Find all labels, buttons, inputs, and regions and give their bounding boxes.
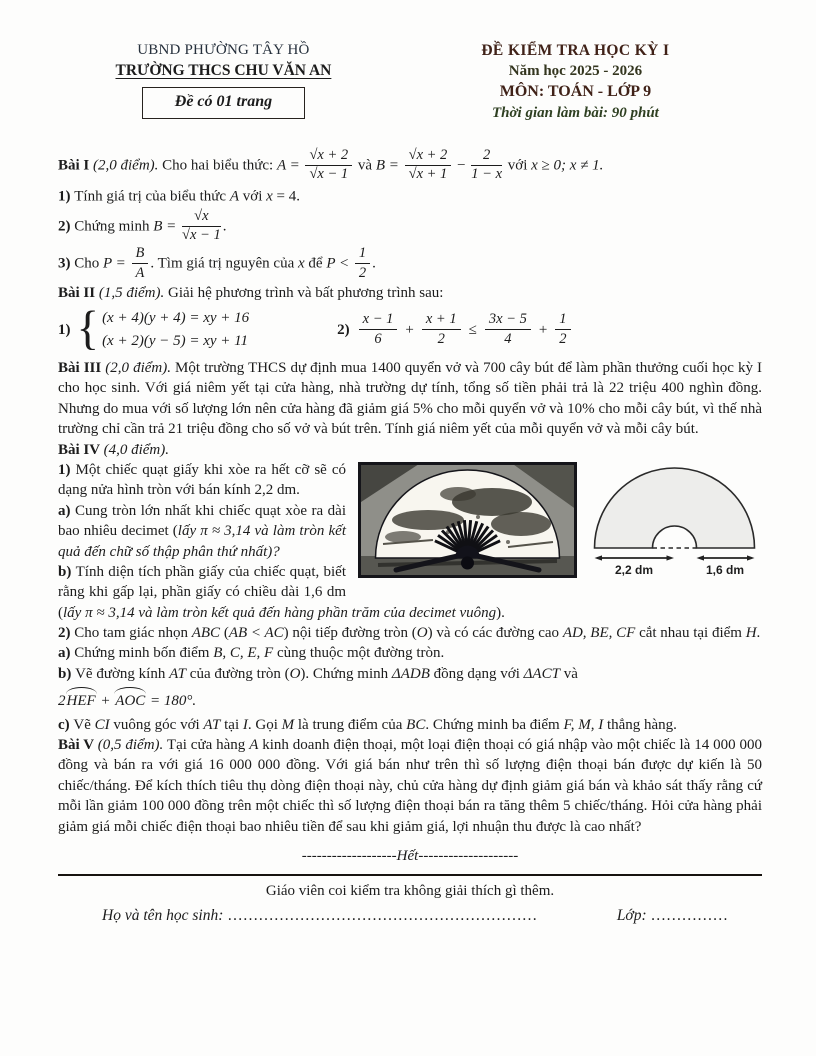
bai1-condition — [508, 157, 604, 173]
text-run: . Gọi — [247, 716, 282, 733]
header-left — [58, 40, 389, 124]
text-run: ). Chứng minh — [300, 665, 392, 682]
bai1-q3-text-a — [58, 255, 103, 271]
equation-system — [102, 307, 249, 352]
system-eq1: (x + 4)(y + 4) = xy + 16 — [102, 310, 250, 327]
text-run: Tính giá trị của biểu thức — [74, 188, 230, 205]
plus-sign: + — [538, 321, 548, 338]
fraction-denominator: 2 — [358, 264, 367, 281]
arc-HEF: HEF — [66, 691, 97, 711]
text-run: vuông góc với — [109, 716, 204, 733]
bai1-q3 — [58, 246, 762, 281]
fraction-denominator: √x + 1 — [408, 166, 448, 183]
fraction-B2 — [469, 148, 504, 183]
plus-sign: + — [405, 321, 414, 338]
bai1-q3-text-b — [150, 255, 352, 271]
fan-diagram-figure — [587, 462, 762, 578]
bai5-paragraph — [58, 735, 762, 837]
text-run: (2,0 điểm). — [105, 359, 171, 376]
text-run: (0,5 điểm). — [97, 737, 164, 754]
system-eq2: (x + 2)(y − 5) = xy + 11 — [102, 332, 249, 349]
text-run: . — [756, 625, 761, 642]
fraction-numerator: 3x − 5 — [485, 312, 531, 330]
text-run: F, M, I — [563, 716, 604, 733]
text-run: Bài II — [58, 285, 99, 302]
class-field — [617, 905, 728, 926]
half-annulus — [595, 468, 755, 548]
proctor-note: Giáo viên coi kiểm tra không giải thích gì thêm. — [265, 883, 555, 900]
page-count-box: Đề có 01 trang — [142, 87, 305, 119]
system-brace: { — [76, 301, 100, 355]
fraction-numerator: 1 — [555, 312, 570, 330]
text-run: a) — [58, 645, 75, 662]
period: . — [222, 218, 227, 235]
text-run: AB < AC — [228, 625, 284, 642]
text-run: O — [289, 665, 301, 682]
bai4-part1 — [58, 460, 762, 623]
fraction-denominator: A — [135, 264, 145, 281]
fan-photo-figure — [358, 462, 577, 578]
text-run: P < — [326, 255, 353, 272]
arc-AOC: AOC — [114, 691, 146, 711]
text-run: M — [281, 716, 295, 733]
text-run: ) và có các đường cao — [427, 625, 563, 642]
text-run: Vẽ đường kính — [75, 665, 170, 682]
text-run: Cung tròn lớn nhất khi chiếc quạt xòe ra dài bao nhiêu decimet ( — [58, 502, 346, 540]
fraction-denominator: 2 — [437, 330, 445, 347]
text-run: ΔACT — [523, 665, 560, 682]
bai1-intro-line — [58, 148, 762, 183]
text-run: ) nội tiếp đường tròn ( — [283, 625, 417, 642]
text-run: 2) — [58, 218, 75, 235]
text-run: )? — [267, 543, 280, 560]
text-run: 1) — [58, 461, 76, 478]
bai4-p2 — [58, 623, 762, 643]
text-run: H — [745, 625, 757, 642]
text-run: Tính diện tích phần giấy của chiếc quạt, biết rằng khi gấp lại, phần giấy có chiều dài 1,6 dm ( — [58, 563, 347, 621]
text-run: 1) — [58, 188, 75, 205]
text-run: AD, BE, CF — [562, 625, 636, 642]
class-dots: …………… — [650, 906, 728, 924]
fraction-denominator: √x − 1 — [182, 227, 221, 244]
dimension-arrow-left — [595, 555, 675, 560]
text-run: (2,0 điểm). — [93, 157, 159, 174]
text-run: Giải hệ phương trình và bất phương trình sau: — [164, 285, 444, 302]
text-run: Vẽ — [73, 716, 95, 733]
org-name-line1: UBND PHƯỜNG TÂY HỒ — [137, 42, 310, 58]
text-run: và — [559, 665, 578, 682]
student-name-label: Họ và tên học sinh: — [102, 906, 224, 924]
fraction-numerator: √x — [182, 209, 221, 227]
text-run: AT — [169, 665, 187, 682]
text-run: CI — [94, 716, 110, 733]
text-run: cắt nhau tại điểm — [635, 625, 746, 642]
dashes: -------------------- — [418, 847, 519, 864]
fraction-denominator: √x − 1 — [309, 166, 349, 183]
text-run: Cho tam giác nhọn — [74, 625, 192, 642]
text-run: ( — [220, 625, 229, 642]
text-run: A — [229, 188, 240, 205]
student-name-dots: …………………………………………………… — [227, 906, 538, 924]
fraction-denominator: 4 — [504, 330, 512, 347]
bai1-q2-text — [58, 218, 153, 234]
fraction-denominator: 6 — [374, 330, 382, 347]
end-divider — [58, 846, 762, 866]
item-number-1: 1) — [58, 321, 71, 338]
fraction-A — [303, 148, 354, 183]
text-run: (1,5 điểm). — [98, 285, 165, 302]
text-run: AT — [203, 716, 221, 733]
text-run: Bài III — [58, 359, 106, 376]
coefficient-2: 2 — [58, 693, 66, 710]
text-run: 3) — [58, 255, 75, 272]
fraction-denominator: 2 — [559, 330, 567, 347]
text-run: lấy π ≈ 3,14 và làm tròn kết quả đến hàng phần trăm của decimet vuông — [63, 604, 497, 621]
fraction-i3 — [483, 312, 533, 347]
text-run: B, C, E, F — [213, 645, 274, 662]
inequality — [354, 312, 576, 347]
bai3-paragraph — [58, 358, 762, 440]
text-run: x — [266, 188, 273, 205]
text-run: đồng dạng với — [429, 665, 524, 682]
bai4-p2b — [58, 664, 762, 684]
student-info-line — [58, 902, 762, 926]
bai4-heading — [58, 440, 762, 460]
text-run: lấy π ≈ 3,14 và làm tròn kết quả đến chữ số thập phân thứ nhất — [58, 523, 346, 560]
dimension-label-left: 2,2 dm — [614, 562, 654, 577]
fraction-numerator: 2 — [471, 148, 502, 166]
fraction-i2 — [420, 312, 463, 347]
bai4-angle-formula — [58, 691, 762, 711]
text-run: b) — [58, 563, 76, 580]
text-run: Bài I — [58, 157, 94, 174]
fraction-i4 — [553, 312, 572, 347]
fraction-numerator: x − 1 — [359, 312, 398, 330]
text-run: của đường tròn ( — [186, 665, 290, 682]
text-run: Một trường THCS dự định mua 1400 quyển vở và 700 cây bút để làm phần thưởng cuối học kỳ I cho học sinh. Với giá niêm yết tại cửa hàng, nhà trường dự tính, tổng số tiền phải trả là 22 triệu 400 nghìn đồng. Nhưng do mua với số lượng lớn nên cửa hàng đã giảm giá 5% cho mỗi quyển vở và 10% cho mỗi cây bút, vì thế nhà trường chỉ cần trả 21 triệu đồng cho số vở và bút trên. Tính giá niêm yết của mỗi quyển vở và mỗi cây bút. — [58, 359, 763, 438]
text-run: Một chiếc quạt giấy khi xòe ra hết cỡ sẽ có dạng nửa hình tròn với bán kính 2,2 dm. — [58, 461, 346, 499]
period: . — [372, 255, 376, 272]
bai4-p2c — [58, 715, 762, 735]
text-run: ABC — [191, 625, 221, 642]
dashes: ------------------- — [301, 847, 397, 864]
equals-180: = 180°. — [146, 693, 197, 710]
fraction-numerator: 1 — [355, 246, 370, 264]
expr-B2-lhs: B = — [153, 218, 177, 235]
text-run: Cho — [74, 255, 104, 272]
text-run: ΔADB — [391, 665, 430, 682]
fraction-B1 — [403, 148, 454, 183]
dimension-arrow-right — [697, 555, 755, 560]
text-run: thẳng hàng. — [603, 716, 677, 733]
text-run: tại — [220, 716, 243, 733]
text-run: ). — [496, 604, 505, 621]
text-run: Chứng minh bốn điểm — [74, 645, 214, 662]
bai2-heading — [58, 283, 762, 303]
fraction-numerator: x + 1 — [422, 312, 461, 330]
word-and: và — [357, 157, 373, 174]
text-run: Tại cửa hàng — [163, 737, 250, 754]
header — [58, 40, 762, 124]
fan-figures — [358, 462, 762, 578]
class-label: Lớp: — [616, 906, 647, 924]
text-run: a) — [58, 502, 76, 519]
text-run: kinh doanh điện thoại, một loại điện thoại có giá nhập vào một chiếc là 14 000 000 đồng và bán ra với giá 16 000 000 đồng. Với giá bán như trên thì số lượng điện thoại bán được dự kiến là 50 chiếc/tháng. Để kích thích tiêu thụ dòng điện thoại này, chủ cửa hàng dự định giảm giá bán và khảo sát thấy rằng cứ mỗi lần giảm 100 000 đồng trên một chiếc thì số lượng điện thoại bán ra tăng thêm 5 chiếc/tháng. Hỏi cửa hàng phải giảm giá mỗi chiếc điện thoại bao nhiêu tiền để sau khi giảm giá, lợi nhuận thu được là cao nhất? — [58, 737, 763, 835]
fraction-q2 — [180, 209, 223, 244]
bai1-q1 — [58, 186, 762, 207]
end-word: Hết — [396, 847, 419, 864]
text-run: Cho hai biểu thức: — [158, 157, 277, 174]
duration-line: Thời gian làm bài: 90 phút — [492, 105, 659, 122]
text-run: (4,0 điểm). — [103, 441, 169, 458]
text-run: với — [507, 157, 532, 174]
fraction-q3b — [353, 246, 372, 281]
bai1-heading — [58, 157, 277, 173]
header-right — [389, 40, 762, 124]
item-number-2: 2) — [337, 321, 350, 338]
bai1-q2 — [58, 209, 762, 244]
minus-sign: − — [457, 157, 466, 174]
text-run: x — [298, 255, 305, 272]
dimension-label-right: 1,6 dm — [705, 562, 745, 577]
expr-B-lhs: B = — [375, 157, 399, 174]
fraction-numerator: B — [132, 246, 149, 264]
fan-handle — [461, 556, 474, 569]
expr-P-lhs: P = — [103, 255, 126, 272]
org-name-line2: TRƯỜNG THCS CHU VĂN AN — [115, 62, 332, 80]
text-run: I — [242, 716, 248, 733]
text-run: Bài IV — [58, 441, 104, 458]
text-run: O — [416, 625, 428, 642]
text-run: . Tìm giá trị nguyên của — [150, 255, 298, 272]
text-run: c) — [58, 716, 74, 733]
fraction-q3 — [130, 246, 151, 281]
text-run: = 4. — [272, 188, 301, 205]
text-run: x ≥ 0; x ≠ 1. — [531, 157, 604, 174]
fraction-numerator: √x + 2 — [405, 148, 452, 166]
text-run: BC — [406, 716, 426, 733]
text-run: là trung điểm của — [294, 716, 407, 733]
text-run: Chứng minh — [74, 218, 154, 235]
text-run: b) — [58, 665, 76, 682]
fraction-denominator: 1 − x — [471, 166, 503, 183]
text-run: A — [249, 737, 259, 754]
fraction-numerator: √x + 2 — [305, 148, 352, 166]
footer-rule — [58, 874, 762, 876]
expr-A-lhs: A = — [276, 157, 300, 174]
bai2-problems-row — [58, 301, 762, 355]
text-run: Bài V — [58, 737, 98, 754]
subject-line: MÔN: TOÁN - LỚP 9 — [499, 83, 652, 101]
text-run: cùng thuộc một đường tròn. — [273, 645, 445, 662]
text-run: . Chứng minh ba điểm — [425, 716, 564, 733]
exam-title: ĐỀ KIỂM TRA HỌC KỲ I — [481, 42, 670, 59]
fraction-i1 — [357, 312, 400, 347]
bai4-p2a — [58, 643, 762, 663]
plus-sign: + — [96, 693, 115, 710]
text-run: với — [239, 188, 267, 205]
le-sign: ≤ — [468, 321, 477, 338]
student-name-field — [102, 905, 537, 926]
text-run: 2) — [58, 625, 75, 642]
school-year: Năm học 2025 - 2026 — [508, 63, 643, 80]
text-run: để — [304, 255, 327, 272]
